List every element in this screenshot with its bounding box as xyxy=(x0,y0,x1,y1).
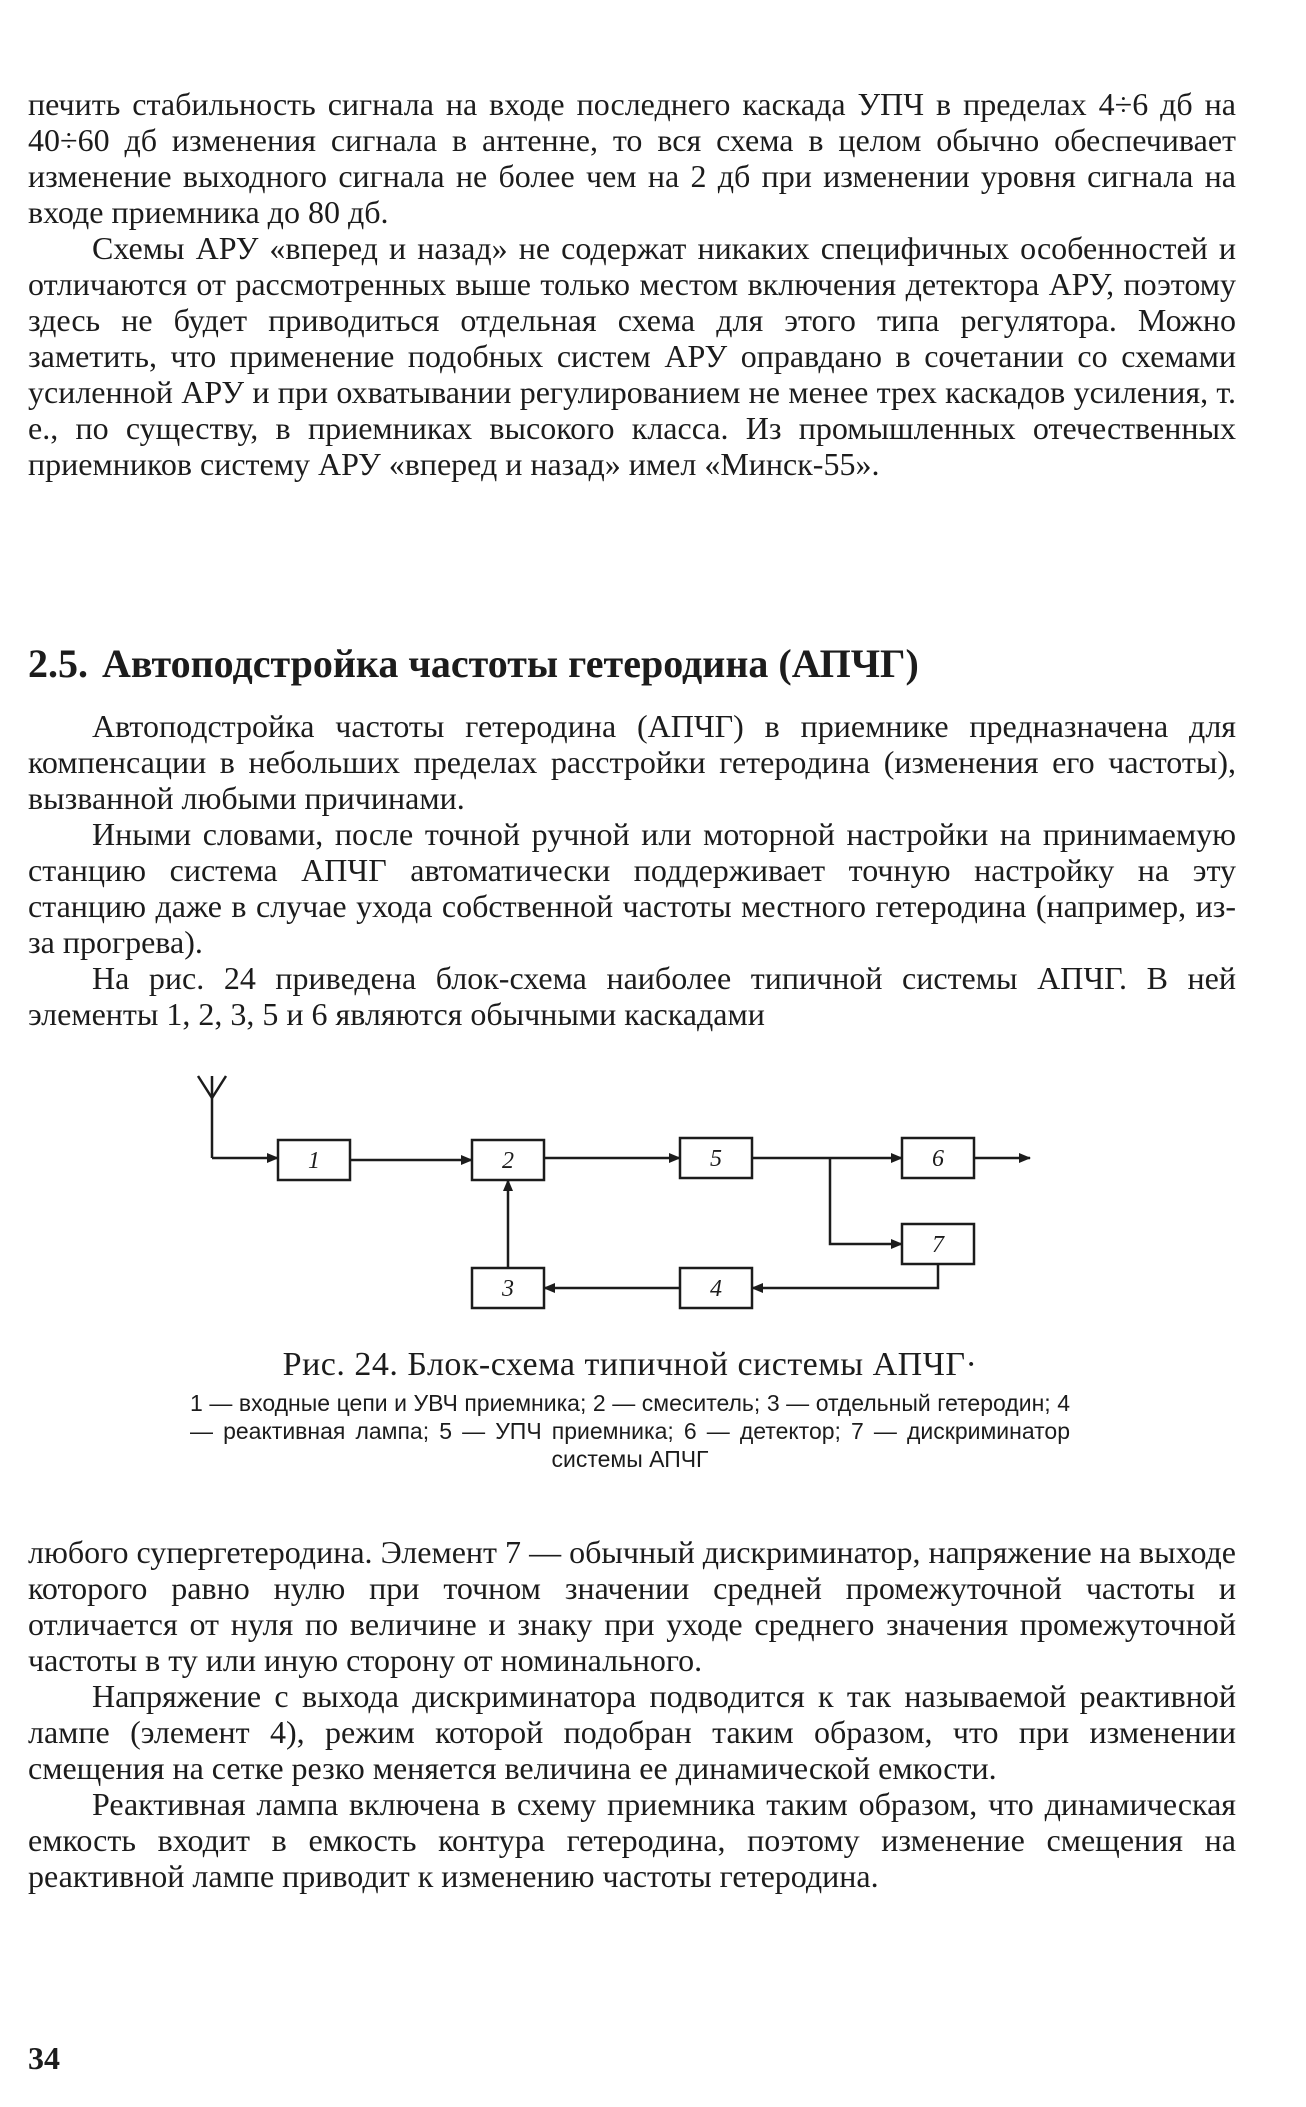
section-heading xyxy=(28,640,1258,688)
middle-text xyxy=(28,708,1236,1032)
section-number: 2.5. xyxy=(28,641,88,686)
paragraph-apchg-intro: Автоподстройка частоты гетеродина (АПЧГ) в приемнике предназначена для компенсации в небольших пределах расстройки гетеродина (изменения его частоты), вызванной любыми причинами. xyxy=(28,708,1236,816)
top-text xyxy=(28,86,1236,482)
block-diagram xyxy=(190,1068,1090,1338)
section-title: Автоподстройка частоты гетеродина (АПЧГ) xyxy=(102,641,919,686)
block-4-label: 4 xyxy=(710,1276,722,1302)
paragraph-discriminator: любого супергетеродина. Элемент 7 — обычный дискриминатор, напряжение на выходе которого равно нулю при точном значении средней промежуточной частоты и отличается от нуля по величине и знаку при уходе среднего значения промежуточной частоты в ту или иную сторону от номинального. xyxy=(28,1534,1236,1678)
block-6-label: 6 xyxy=(932,1146,944,1172)
caption-title: Рис. 24. Блок-схема типичной системы АПЧГ· xyxy=(282,1346,978,1383)
paragraph-continuation: печить стабильность сигнала на входе последнего каскада УПЧ в пределах 4÷6 дб на 40÷60 дб изменения сигнала в антенне, то вся схема в целом обычно обеспечивает изменение выходного сигнала не более чем на 2 дб при изменении уровня сигнала на входе приемника до 80 дб. xyxy=(28,86,1236,230)
paragraph-figure-ref: На рис. 24 приведена блок-схема наиболее типичной системы АПЧГ. В ней элементы 1, 2, 3, 5 и 6 являются обычными каскадами xyxy=(28,960,1236,1032)
block-3-label: 3 xyxy=(502,1276,514,1302)
paragraph-conclusion: Реактивная лампа включена в схему приемника таким образом, что динамическая емкость входит в емкость контура гетеродина, поэтому изменение смещения на реактивной лампе приводит к изменению частоты гетеродина. xyxy=(28,1786,1236,1894)
antenna-icon xyxy=(198,1076,278,1158)
block-2-label: 2 xyxy=(502,1148,514,1174)
page-number: 34 xyxy=(28,2040,60,2076)
block-diagram-svg xyxy=(190,1068,1090,1338)
figure-caption xyxy=(190,1345,1070,1473)
paragraph-reactive-lamp: Напряжение с выхода дискриминатора подводится к так называемой реактивной лампе (элемент 4), режим которой подобран таким образом, что при изменении смещения на сетке резко меняется величина ее динамической емкости. xyxy=(28,1678,1236,1786)
block-5-label: 5 xyxy=(710,1146,722,1172)
block-1-label: 1 xyxy=(308,1148,320,1174)
arrow-5-to-7 xyxy=(830,1158,902,1244)
paragraph-apchg-purpose: Иными словами, после точной ручной или моторной настройки на принимаемую станцию система АПЧГ автоматически поддерживает точную настройку на эту станцию даже в случае ухода собственной частоты местного гетеродина (например, из-за прогрева). xyxy=(28,816,1236,960)
paragraph-aru: Схемы АРУ «вперед и назад» не содержат никаких специфичных особенностей и отличаются от рассмотренных выше только местом включения детектора АРУ, поэтому здесь не будет приводиться отдельная схема для этого типа регулятора. Можно заметить, что применение подобных систем АРУ оправдано в сочетании со схемами усиленной АРУ и при охватывании регулированием не менее трех каскадов усиления, т. е., по существу, в приемниках высокого класса. Из промышленных отечественных приемников систему АРУ «вперед и назад» имел «Минск-55». xyxy=(28,230,1236,482)
block-7-label: 7 xyxy=(932,1232,944,1258)
caption-legend: 1 — входные цепи и УВЧ приемника; 2 — смеситель; 3 — отдельный гетеродин; 4 — реактивная лампа; 5 — УПЧ приемника; 6 — детектор; 7 — дискриминатор системы АПЧГ xyxy=(190,1390,1070,1472)
arrow-7-to-4 xyxy=(752,1264,938,1288)
bottom-text xyxy=(28,1534,1236,1894)
